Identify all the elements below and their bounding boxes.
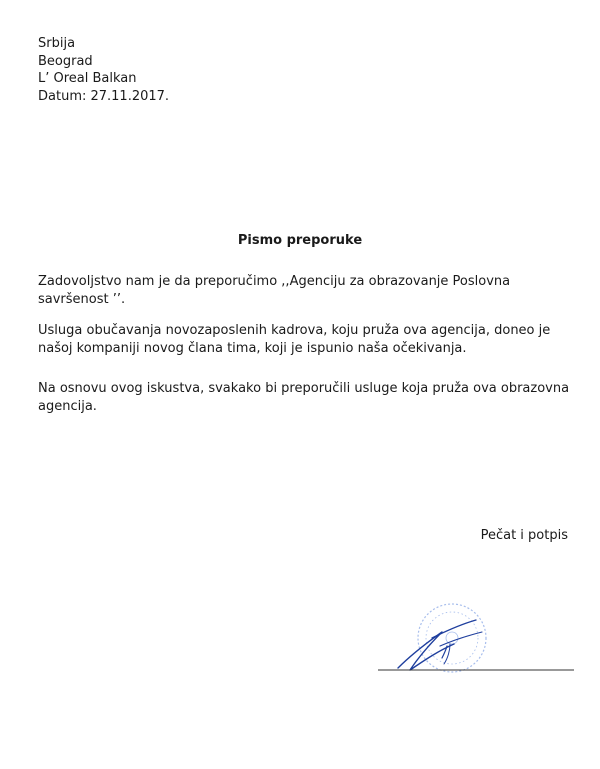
signature-area <box>370 600 580 690</box>
handwritten-signature-icon <box>398 620 482 670</box>
paragraph-conclusion: Na osnovu ovog iskustva, svakako bi preporučili usluge koja pruža ova obrazovna agencija. <box>38 381 570 414</box>
paragraph-recommendation: Zadovoljstvo nam je da preporučimo ,,Agenciju za obrazovanje Poslovna savršenost ’’. <box>38 274 511 307</box>
sender-company: L’ Oreal Balkan <box>38 71 137 86</box>
seal-and-signature-label: Pečat i potpis <box>480 528 568 543</box>
sender-city: Beograd <box>38 53 93 69</box>
letter-date: Datum: 27.11.2017. <box>38 88 170 104</box>
letter-title: Pismo preporuke <box>237 233 363 248</box>
sender-country: Srbija <box>38 36 76 51</box>
sender-block <box>38 35 169 105</box>
paragraph-training: Usluga obučavanja novozaposlenih kadrova, koju pruža ova agencija, doneo je našoj kompaniji novog člana tima, koji je ispunio naša očekivanja. <box>38 323 551 356</box>
stamp-icon <box>418 604 486 672</box>
